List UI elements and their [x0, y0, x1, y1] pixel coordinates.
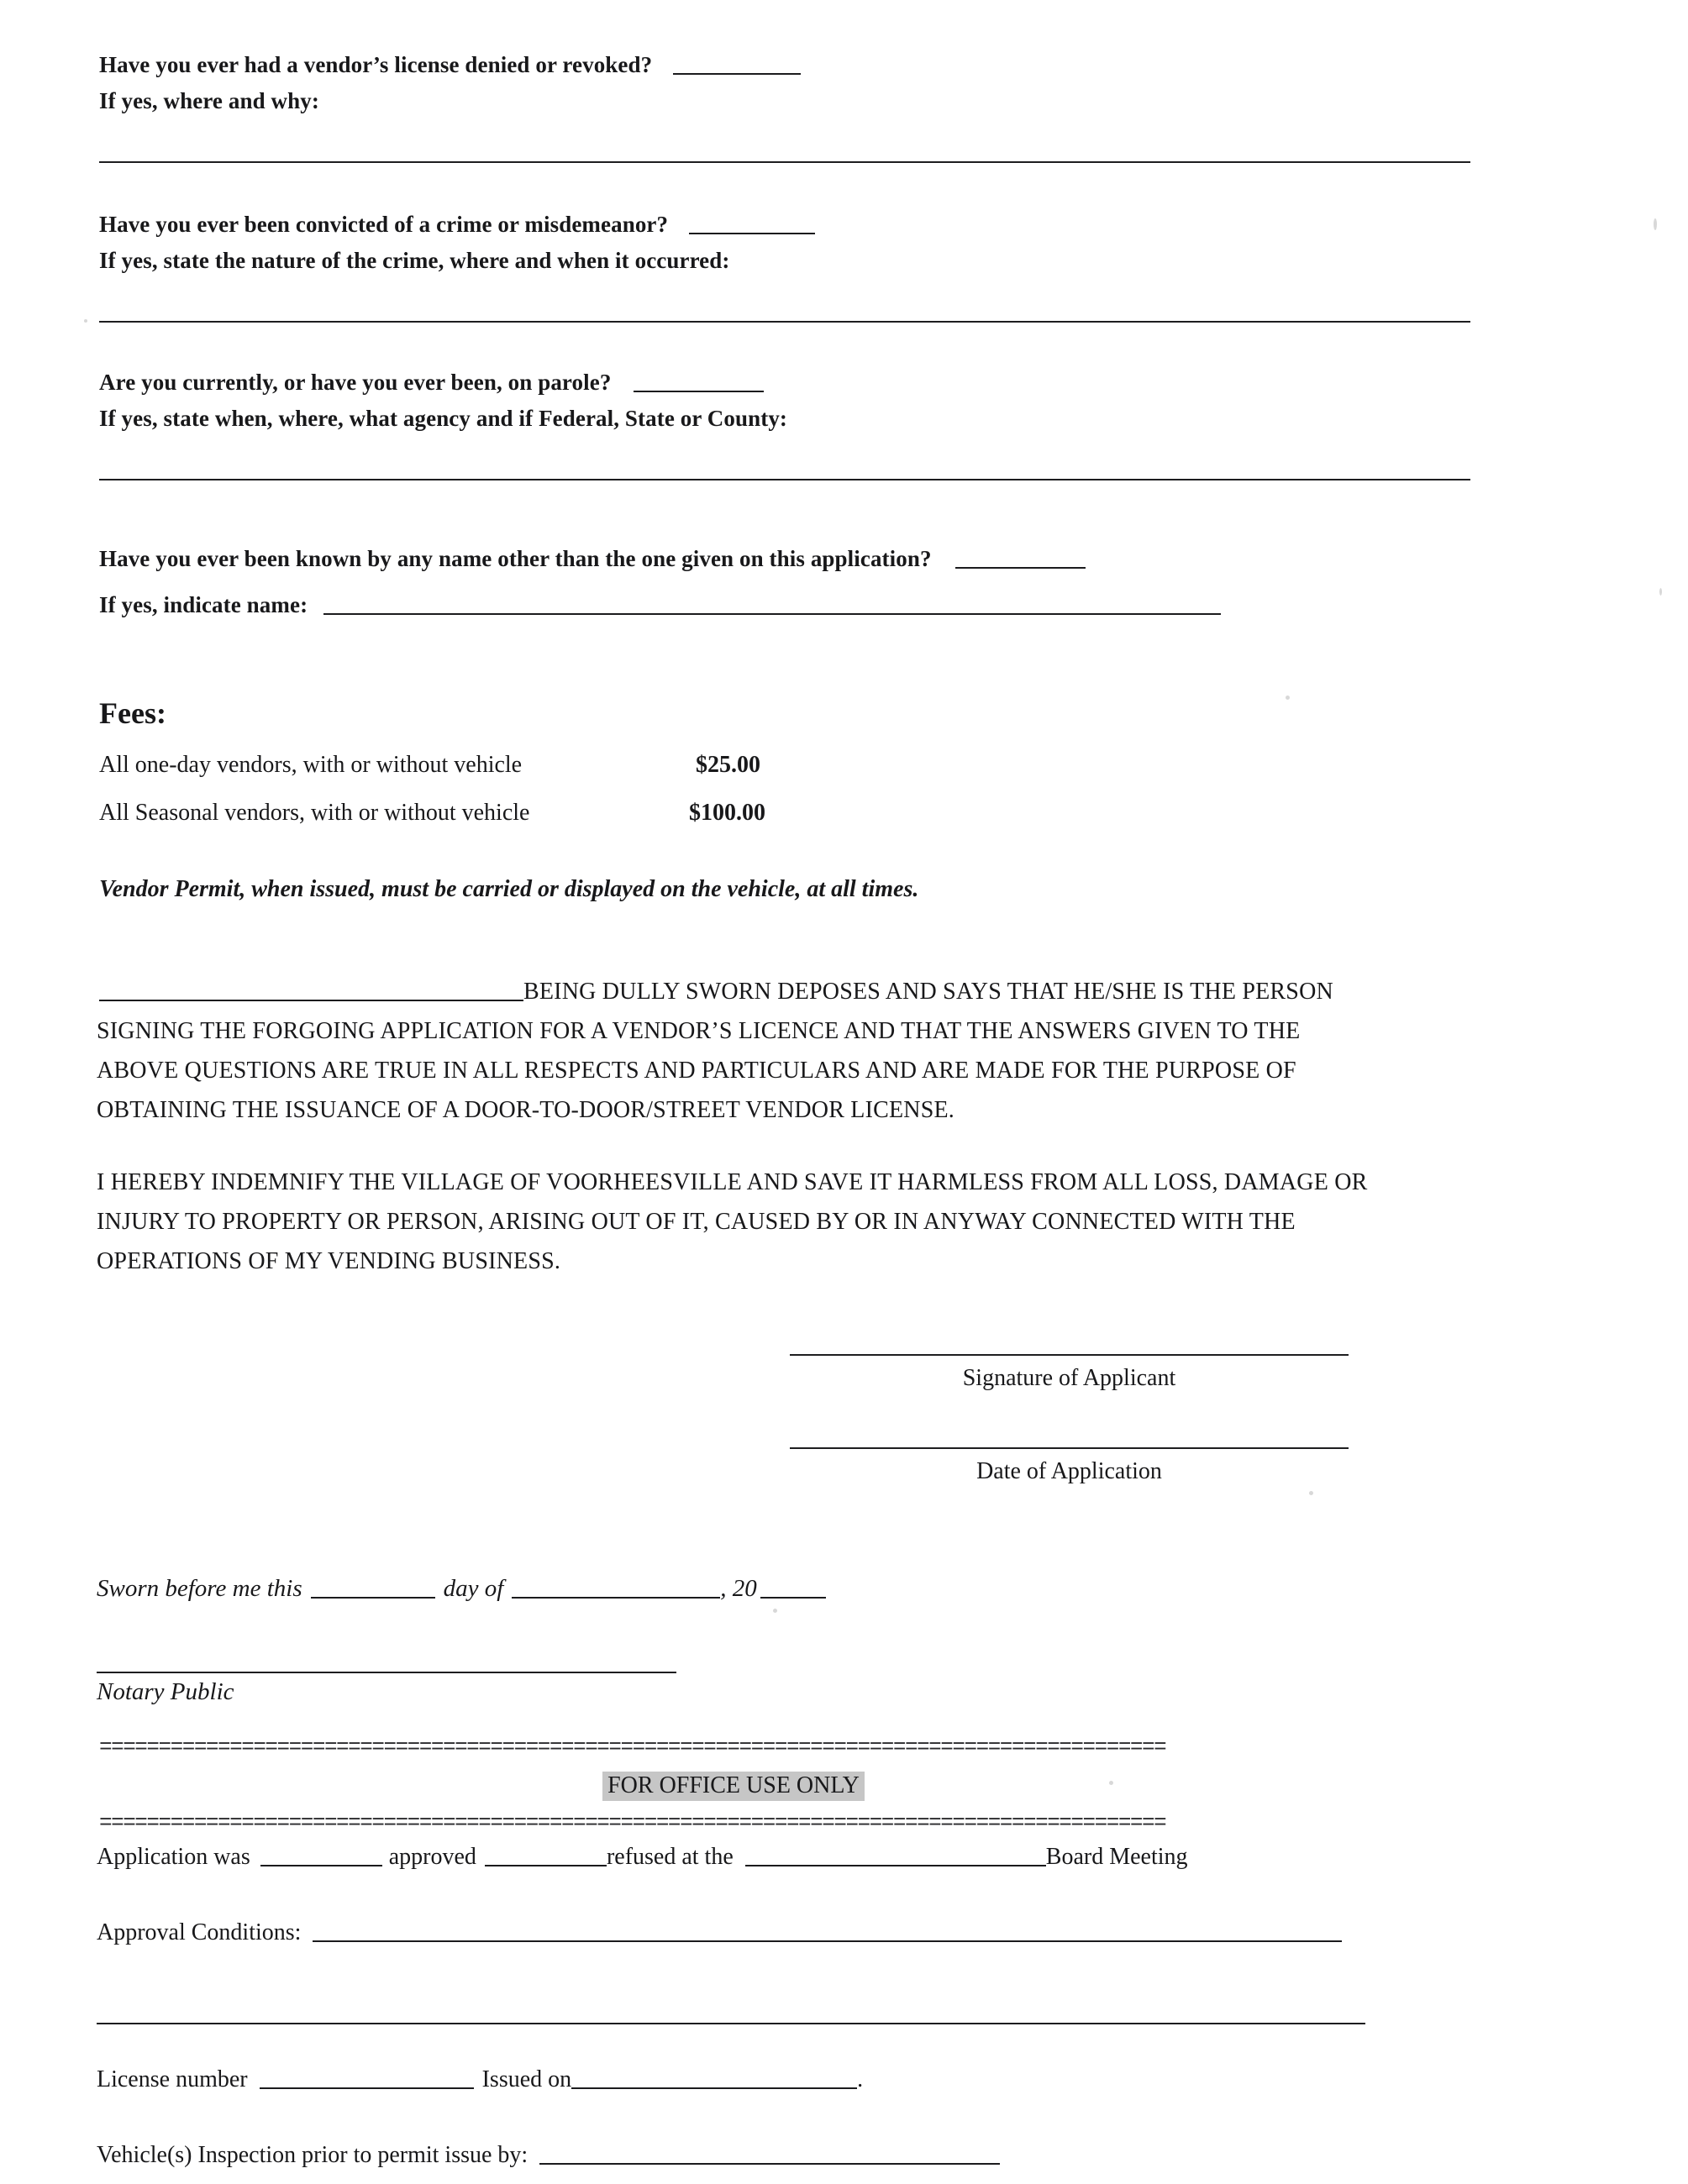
application-was-text: Application was — [97, 1844, 250, 1870]
scan-speck — [84, 319, 87, 323]
question-4-name-blank[interactable] — [323, 613, 1221, 615]
question-3-prompt-text: Are you currently, or have you ever been, on parole? — [99, 370, 612, 395]
approval-conditions-rule-2[interactable] — [97, 2023, 1365, 2024]
scan-speck — [1654, 218, 1657, 230]
question-3-followup: If yes, state when, where, what agency and if Federal, State or County: — [99, 406, 788, 431]
fee-row-1-description: All one-day vendors, with or without vehicle — [99, 752, 523, 778]
notary-signature-rule[interactable] — [97, 1672, 676, 1673]
office-use-separator-bottom: ========================================================================================== — [99, 1816, 1166, 1833]
scan-speck — [1309, 1491, 1313, 1495]
board-meeting-blank[interactable] — [745, 1865, 1046, 1866]
question-3-prompt — [99, 370, 764, 396]
approved-blank[interactable] — [260, 1865, 382, 1866]
vehicle-inspection-text: Vehicle(s) Inspection prior to permit issue by: — [97, 2142, 528, 2168]
question-1-answer-rule[interactable] — [99, 161, 1470, 163]
fee-row-2-description: All Seasonal vendors, with or without vehicle — [99, 800, 530, 826]
office-use-title: FOR OFFICE USE ONLY — [602, 1772, 865, 1801]
question-4-prompt-text: Have you ever been known by any name other than the one given on this application? — [99, 546, 932, 571]
question-3-answer-blank[interactable] — [634, 391, 764, 392]
question-2-followup: If yes, state the nature of the crime, where and when it occurred: — [99, 248, 730, 273]
affidavit-line-2: SIGNING THE FORGOING APPLICATION FOR A VENDOR’S LICENCE AND THAT THE ANSWERS GIVEN TO THE — [97, 1018, 1301, 1044]
vehicle-inspection-line — [97, 2142, 1000, 2169]
sworn-year-blank[interactable] — [760, 1597, 826, 1599]
question-2-answer-blank[interactable] — [689, 233, 815, 234]
issued-on-blank[interactable] — [571, 2087, 857, 2089]
affidavit-name-blank[interactable] — [99, 1000, 523, 1001]
question-4-followup — [99, 592, 1221, 618]
date-of-application-rule[interactable] — [790, 1447, 1349, 1449]
question-1-prompt-text: Have you ever had a vendor’s license denied or revoked? — [99, 52, 653, 77]
affidavit-line-1-text: BEING DULLY SWORN DEPOSES AND SAYS THAT HE/SHE IS THE PERSON — [523, 979, 1333, 1005]
fees-heading: Fees: — [99, 696, 166, 730]
application-was-line — [97, 1844, 1188, 1871]
approval-conditions-blank[interactable] — [313, 1940, 1342, 1942]
refused-at-the-text: refused at the — [606, 1844, 734, 1870]
affidavit-line-3: ABOVE QUESTIONS ARE TRUE IN ALL RESPECTS AND PARTICULARS AND ARE MADE FOR THE PURPOSE OF — [97, 1058, 1296, 1084]
question-3-answer-rule[interactable] — [99, 479, 1470, 480]
question-1-followup: If yes, where and why: — [99, 88, 319, 113]
day-of-text: day of — [443, 1575, 504, 1602]
signature-rule[interactable] — [790, 1354, 1349, 1356]
fee-row-1-amount: $25.00 — [696, 752, 760, 778]
question-4-followup-text: If yes, indicate name: — [99, 592, 308, 617]
sworn-before-me-line — [97, 1575, 826, 1603]
scan-speck — [1286, 696, 1290, 700]
vehicle-inspection-blank[interactable] — [539, 2163, 1000, 2165]
sworn-prefix-text: Sworn before me this — [97, 1575, 302, 1602]
indemnity-line-2: INJURY TO PROPERTY OR PERSON, ARISING OUT OF IT, CAUSED BY OR IN ANYWAY CONNECTED WITH THE — [97, 1209, 1296, 1235]
question-2-prompt-text: Have you ever been convicted of a crime or misdemeanor? — [99, 212, 669, 237]
question-1-prompt — [99, 52, 801, 78]
approval-conditions-line — [97, 1919, 1342, 1946]
sworn-day-blank[interactable] — [311, 1597, 435, 1599]
notary-public-label: Notary Public — [97, 1678, 234, 1705]
affidavit-line-4: OBTAINING THE ISSUANCE OF A DOOR-TO-DOOR/STREET VENDOR LICENSE. — [97, 1097, 954, 1123]
license-number-text: License number — [97, 2066, 248, 2092]
license-number-line — [97, 2066, 863, 2093]
approval-conditions-text: Approval Conditions: — [97, 1919, 302, 1945]
sworn-month-blank[interactable] — [512, 1597, 720, 1599]
scan-speck — [773, 1609, 777, 1613]
indemnity-line-1: I HEREBY INDEMNIFY THE VILLAGE OF VOORHEESVILLE AND SAVE IT HARMLESS FROM ALL LOSS, DAMAGE OR — [97, 1169, 1368, 1195]
year-prefix-text: , 20 — [720, 1575, 757, 1602]
question-4-prompt — [99, 546, 1086, 572]
board-meeting-text: Board Meeting — [1045, 1844, 1188, 1870]
affidavit-line-1 — [99, 979, 1333, 1005]
signature-label: Signature of Applicant — [962, 1365, 1176, 1391]
scan-speck — [1659, 588, 1662, 596]
office-use-title-row — [99, 1772, 1368, 1799]
question-2-prompt — [99, 212, 815, 238]
issued-on-text: Issued on — [481, 2066, 572, 2092]
date-of-application-label: Date of Application — [976, 1458, 1162, 1484]
license-line-period: . — [857, 2066, 864, 2092]
fee-row-2-amount: $100.00 — [689, 800, 765, 826]
approved-text: approved — [388, 1844, 476, 1870]
license-number-blank[interactable] — [260, 2087, 474, 2089]
indemnity-line-3: OPERATIONS OF MY VENDING BUSINESS. — [97, 1248, 561, 1274]
question-1-answer-blank[interactable] — [673, 73, 801, 75]
question-4-answer-blank[interactable] — [955, 567, 1086, 569]
fees-permit-note: Vendor Permit, when issued, must be carried or displayed on the vehicle, at all times. — [99, 876, 919, 902]
refused-blank[interactable] — [485, 1865, 607, 1866]
office-use-separator-top: ========================================================================================== — [99, 1740, 1166, 1757]
question-2-answer-rule[interactable] — [99, 321, 1470, 323]
